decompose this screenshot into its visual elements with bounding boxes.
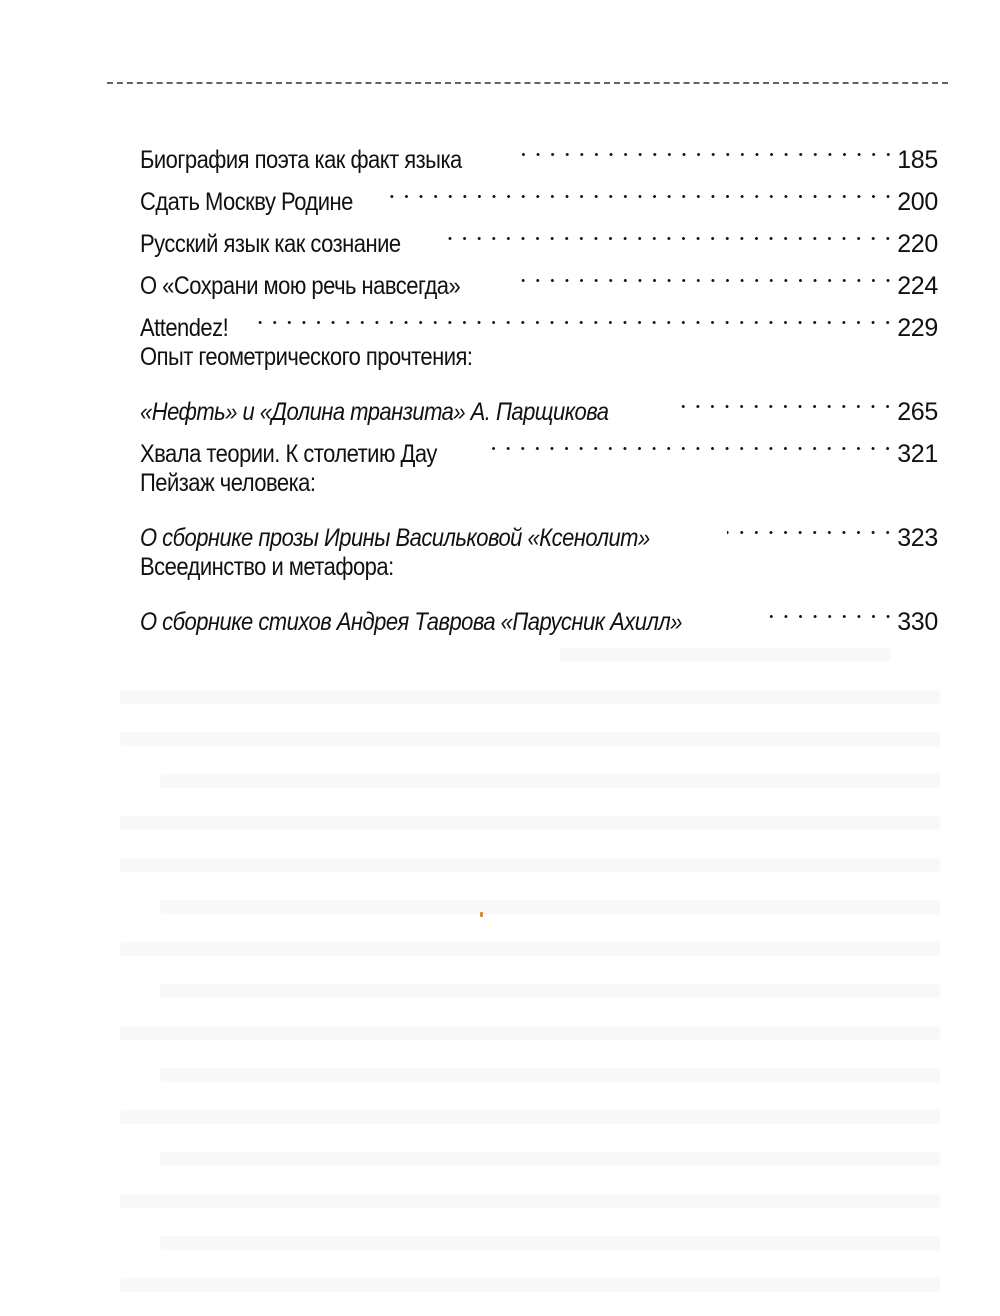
toc-entry-page: 220: [897, 230, 938, 258]
toc-entry-subtitle: [140, 504, 938, 552]
bleed-line: [160, 984, 940, 998]
toc-entry-page: 323: [897, 524, 938, 552]
dot-leader: [764, 588, 895, 630]
toc-entry-page: 229: [897, 314, 938, 342]
dot-leader: [485, 420, 895, 462]
toc-entry-page: 224: [897, 272, 938, 300]
toc-entry-heading: [140, 336, 938, 378]
toc-entry-title: Русский язык как сознание: [140, 230, 401, 258]
toc-entry-title: Биография поэта как факт языка: [140, 146, 462, 174]
bleed-line: [160, 1068, 940, 1082]
table-of-contents: [140, 126, 938, 636]
bleed-line: [120, 816, 940, 830]
toc-entry: [140, 294, 938, 342]
bleed-line: [120, 1194, 940, 1208]
toc-entry-title: «Нефть» и «Долина транзита» А. Парщикова: [140, 398, 609, 426]
toc-entry-title: О сборнике прозы Ирины Васильковой «Ксенолит»: [140, 524, 650, 552]
dot-leader: [390, 168, 895, 210]
scan-speck: [480, 912, 483, 917]
toc-entry-subtitle: [140, 378, 938, 426]
header-rule: [107, 82, 948, 84]
toc-entry-heading: [140, 462, 938, 504]
toc-entry-subtitle: [140, 588, 938, 636]
bleed-line: [120, 942, 940, 956]
toc-entry: [140, 126, 938, 174]
toc-entry-title: Attendez!: [140, 314, 229, 342]
toc-entry-page: 185: [897, 146, 938, 174]
toc-entry-title: Всеединство и метафора:: [140, 553, 394, 581]
toc-entry-title: О «Сохрани мою речь навсегда»: [140, 272, 461, 300]
toc-entry-title: Хвала теории. К столетию Дау: [140, 440, 437, 468]
dot-leader: [512, 252, 895, 294]
bleed-line: [120, 690, 940, 704]
bleed-line: [120, 1110, 940, 1124]
dot-leader: [248, 294, 895, 336]
dot-leader: [727, 504, 895, 546]
toc-entry-title: О сборнике стихов Андрея Таврова «Парусник Ахилл»: [140, 608, 682, 636]
toc-entry-page: 200: [897, 188, 938, 216]
bleed-line: [160, 1152, 940, 1166]
dot-leader: [514, 126, 896, 168]
bleed-line: [120, 1278, 940, 1292]
bleed-line: [560, 648, 890, 662]
bleed-line: [160, 900, 940, 914]
bleed-through-texture: [120, 640, 960, 1316]
toc-entry-page: 265: [897, 398, 938, 426]
bleed-line: [120, 732, 940, 746]
toc-entry-page: 321: [897, 440, 938, 468]
dot-leader: [680, 378, 895, 420]
toc-entry-page: 330: [897, 608, 938, 636]
bleed-line: [120, 1026, 940, 1040]
toc-entry-title: Сдать Москву Родине: [140, 188, 353, 216]
toc-entry-title: Пейзаж человека:: [140, 469, 316, 497]
toc-entry-title: Опыт геометрического прочтения:: [140, 343, 473, 371]
bleed-line: [120, 858, 940, 872]
bleed-line: [160, 1236, 940, 1250]
dot-leader: [444, 210, 895, 252]
bleed-line: [160, 774, 940, 788]
